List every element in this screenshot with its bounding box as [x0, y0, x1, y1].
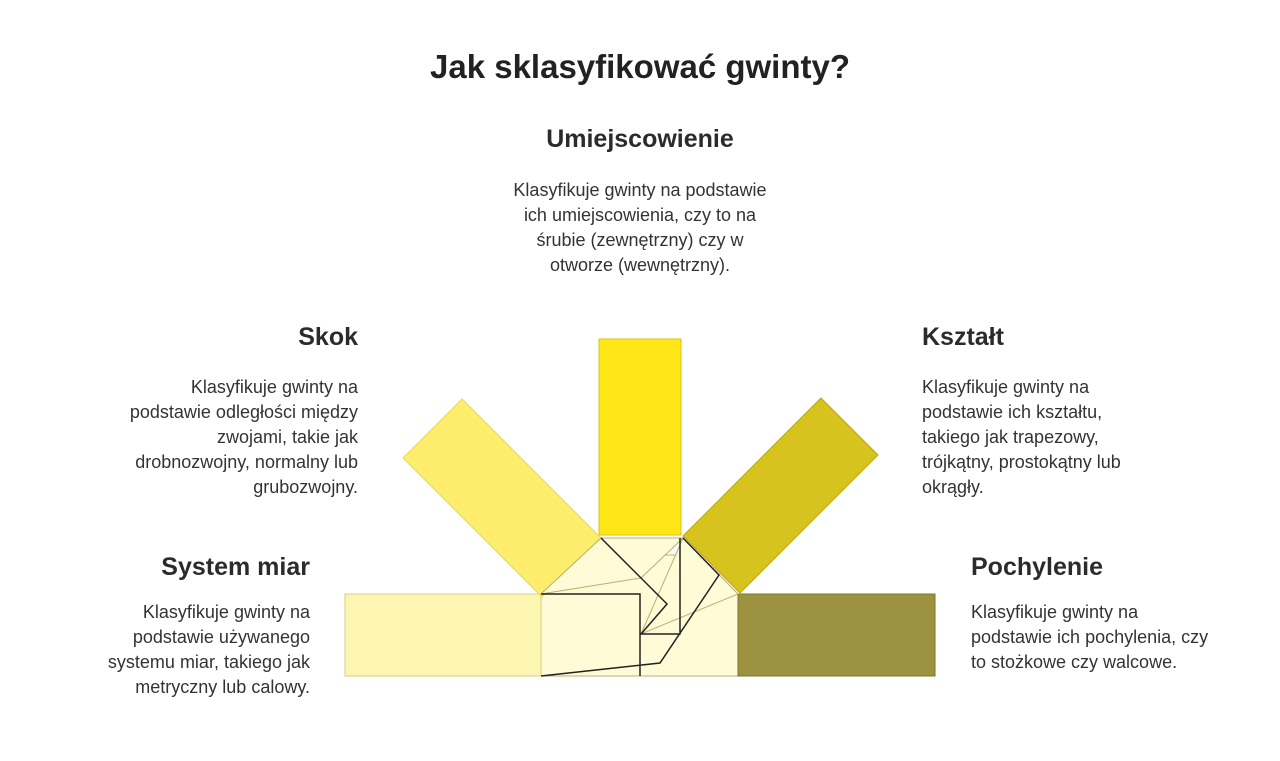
description-system-miar: Klasyfikuje gwinty na podstawie używanego systemu miar, takiego jak metryczny lub calowy. [107, 602, 310, 697]
bar-pochylenie [738, 594, 935, 676]
heading-pochylenie: Pochylenie [971, 553, 1103, 581]
heading-umiejscowienie: Umiejscowienie [546, 125, 734, 153]
bar-ksztalt [683, 398, 878, 593]
description-umiejscowienie: Klasyfikuje gwinty na podstawie ich umiejscowienia, czy to na śrubie (zewnętrzny) czy w otworze (wewnętrzny). [513, 180, 767, 275]
heading-system-miar: System miar [161, 553, 310, 581]
page-title: Jak sklasyfikować gwinty? [429, 48, 851, 85]
bar-system-miar [345, 594, 541, 676]
heading-skok: Skok [298, 323, 358, 351]
description-pochylenie: Klasyfikuje gwinty na podstawie ich pochylenia, czy to stożkowe czy walcowe. [971, 602, 1209, 672]
heading-ksztalt: Kształt [922, 323, 1004, 351]
description-skok: Klasyfikuje gwinty na podstawie odległości między zwojami, takie jak drobnozwojny, normalny lub grubozwojny. [129, 377, 358, 497]
description-ksztalt: Klasyfikuje gwinty na podstawie ich kształtu, takiego jak trapezowy, trójkątny, prostokątny lub okrągły. [922, 377, 1121, 497]
bar-umiejscowienie [599, 339, 681, 535]
